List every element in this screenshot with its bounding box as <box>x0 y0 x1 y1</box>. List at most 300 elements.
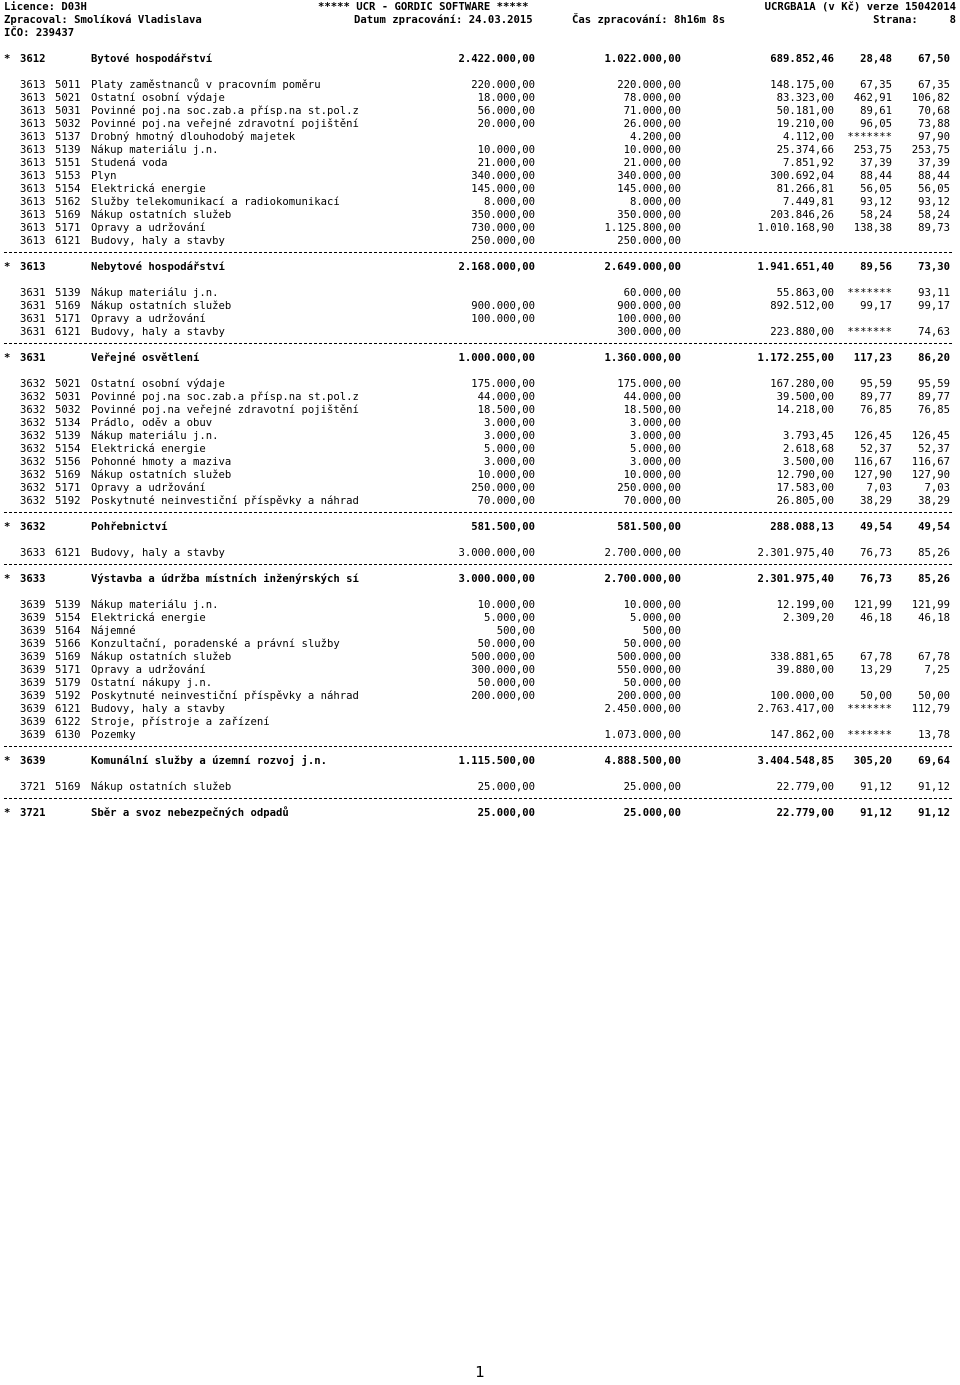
actual-spend: 3.793,45 <box>782 430 834 442</box>
adjusted-budget: 5.000,00 <box>629 443 681 455</box>
percent-approved: 99,17 <box>860 300 892 312</box>
adjusted-budget: 1.360.000,00 <box>604 352 681 364</box>
page-label: Strana: 8 <box>873 14 956 26</box>
percent-approved: 91,12 <box>860 807 892 819</box>
percent-approved: 121,99 <box>853 599 892 611</box>
actual-spend: 25.374,66 <box>776 144 834 156</box>
adjusted-budget: 60.000,00 <box>623 287 681 299</box>
dashed-separator <box>0 340 960 348</box>
approved-budget: 300.000,00 <box>471 664 535 676</box>
adjusted-budget: 25.000,00 <box>623 781 681 793</box>
item-description: Elektrická energie <box>91 183 206 195</box>
percent-adjusted: 126,45 <box>911 430 950 442</box>
percent-approved: 88,44 <box>860 170 892 182</box>
table-row <box>0 118 960 131</box>
paragraf-code: 3631 <box>20 300 46 312</box>
table-row <box>0 144 960 157</box>
actual-spend: 3.500,00 <box>782 456 834 468</box>
approved-budget: 10.000,00 <box>477 469 535 481</box>
item-description: Nákup ostatních služeb <box>91 209 232 221</box>
item-description: Opravy a udržování <box>91 222 206 234</box>
approved-budget: 581.500,00 <box>471 521 535 533</box>
item-code: 5032 <box>55 118 81 130</box>
percent-adjusted: 67,50 <box>918 53 950 65</box>
item-code: 5021 <box>55 92 81 104</box>
item-description: Studená voda <box>91 157 168 169</box>
percent-adjusted: 49,54 <box>918 521 950 533</box>
adjusted-budget: 2.700.000,00 <box>604 573 681 585</box>
section-total-row <box>0 521 960 534</box>
percent-approved: 76,73 <box>860 547 892 559</box>
table-row <box>0 612 960 625</box>
table-row <box>0 157 960 170</box>
percent-adjusted: 70,68 <box>918 105 950 117</box>
item-code: 5179 <box>55 677 81 689</box>
table-row <box>0 313 960 326</box>
paragraf-code: 3639 <box>20 651 46 663</box>
adjusted-budget: 21.000,00 <box>623 157 681 169</box>
approved-budget: 3.000.000,00 <box>458 573 535 585</box>
paragraf-code: 3632 <box>20 378 46 390</box>
item-code: 5151 <box>55 157 81 169</box>
percent-approved: 28,48 <box>860 53 892 65</box>
adjusted-budget: 71.000,00 <box>623 105 681 117</box>
actual-spend: 39.880,00 <box>776 664 834 676</box>
actual-spend: 148.175,00 <box>770 79 834 91</box>
paragraf-code: 3639 <box>20 690 46 702</box>
paragraf-code: 3613 <box>20 131 46 143</box>
table-row <box>0 443 960 456</box>
percent-approved: 7,03 <box>866 482 892 494</box>
adjusted-budget: 50.000,00 <box>623 677 681 689</box>
adjusted-budget: 4.200,00 <box>629 131 681 143</box>
item-description: Pozemky <box>91 729 136 741</box>
actual-spend: 4.112,00 <box>782 131 834 143</box>
approved-budget: 21.000,00 <box>477 157 535 169</box>
adjusted-budget: 1.073.000,00 <box>604 729 681 741</box>
approved-budget: 1.115.500,00 <box>458 755 535 767</box>
actual-spend: 55.863,00 <box>776 287 834 299</box>
total-paragraf: 3612 <box>20 53 46 65</box>
table-row <box>0 209 960 222</box>
adjusted-budget: 4.888.500,00 <box>604 755 681 767</box>
approved-budget: 25.000,00 <box>477 807 535 819</box>
percent-approved: 89,77 <box>860 391 892 403</box>
actual-spend: 1.010.168,90 <box>757 222 834 234</box>
actual-spend: 7.851,92 <box>782 157 834 169</box>
table-row <box>0 92 960 105</box>
item-code: 5169 <box>55 781 81 793</box>
total-paragraf: 3613 <box>20 261 46 273</box>
percent-approved: 38,29 <box>860 495 892 507</box>
table-row <box>0 287 960 300</box>
paragraf-code: 3632 <box>20 482 46 494</box>
item-description: Opravy a udržování <box>91 664 206 676</box>
approved-budget: 8.000,00 <box>483 196 535 208</box>
table-row <box>0 729 960 742</box>
percent-adjusted: 76,85 <box>918 404 950 416</box>
approved-budget: 500.000,00 <box>471 651 535 663</box>
item-description: Povinné poj.na soc.zab.a přísp.na st.pol.z <box>91 105 359 117</box>
item-description: Nákup materiálu j.n. <box>91 144 219 156</box>
adjusted-budget: 145.000,00 <box>617 183 681 195</box>
percent-adjusted: 93,11 <box>918 287 950 299</box>
approved-budget: 2.168.000,00 <box>458 261 535 273</box>
percent-approved: 49,54 <box>860 521 892 533</box>
software-title: ***** UCR - GORDIC SOFTWARE ***** <box>318 1 529 13</box>
table-row <box>0 105 960 118</box>
item-description: Ostatní osobní výdaje <box>91 378 225 390</box>
paragraf-code: 3613 <box>20 183 46 195</box>
total-label: Komunální služby a územní rozvoj j.n. <box>91 755 327 767</box>
item-description: Nákup materiálu j.n. <box>91 287 219 299</box>
approved-budget: 5.000,00 <box>483 443 535 455</box>
paragraf-code: 3721 <box>20 781 46 793</box>
header-line-1 <box>0 1 960 14</box>
total-marker: * <box>4 807 11 819</box>
total-marker: * <box>4 261 11 273</box>
percent-adjusted: 112,79 <box>911 703 950 715</box>
approved-budget: 2.422.000,00 <box>458 53 535 65</box>
item-code: 5032 <box>55 404 81 416</box>
item-code: 5137 <box>55 131 81 143</box>
approved-budget: 350.000,00 <box>471 209 535 221</box>
item-code: 5139 <box>55 144 81 156</box>
paragraf-code: 3632 <box>20 495 46 507</box>
percent-adjusted: 46,18 <box>918 612 950 624</box>
percent-approved: 58,24 <box>860 209 892 221</box>
actual-spend: 147.862,00 <box>770 729 834 741</box>
processed-by: Zpracoval: Smolíková Vladislava <box>4 14 202 26</box>
paragraf-code: 3613 <box>20 196 46 208</box>
percent-approved: ******* <box>847 729 892 741</box>
item-code: 5139 <box>55 287 81 299</box>
actual-spend: 22.779,00 <box>776 781 834 793</box>
percent-adjusted: 89,77 <box>918 391 950 403</box>
adjusted-budget: 10.000,00 <box>623 469 681 481</box>
item-code: 5031 <box>55 105 81 117</box>
paragraf-code: 3639 <box>20 664 46 676</box>
actual-spend: 203.846,26 <box>770 209 834 221</box>
item-code: 5156 <box>55 456 81 468</box>
item-description: Nákup ostatních služeb <box>91 781 232 793</box>
actual-spend: 288.088,13 <box>770 521 834 533</box>
actual-spend: 22.779,00 <box>776 807 834 819</box>
adjusted-budget: 250.000,00 <box>617 482 681 494</box>
item-description: Nákup materiálu j.n. <box>91 599 219 611</box>
item-code: 5154 <box>55 443 81 455</box>
item-description: Nákup ostatních služeb <box>91 651 232 663</box>
item-code: 5162 <box>55 196 81 208</box>
actual-spend: 167.280,00 <box>770 378 834 390</box>
approved-budget: 1.000.000,00 <box>458 352 535 364</box>
paragraf-code: 3613 <box>20 105 46 117</box>
adjusted-budget: 3.000,00 <box>629 417 681 429</box>
actual-spend: 300.692,04 <box>770 170 834 182</box>
adjusted-budget: 550.000,00 <box>617 664 681 676</box>
item-description: Pohonné hmoty a maziva <box>91 456 232 468</box>
percent-approved: 89,61 <box>860 105 892 117</box>
total-marker: * <box>4 521 11 533</box>
total-label: Výstavba a údržba místních inženýrských sí <box>91 573 359 585</box>
actual-spend: 7.449,81 <box>782 196 834 208</box>
paragraf-code: 3613 <box>20 170 46 182</box>
item-description: Konzultační, poradenské a právní služby <box>91 638 340 650</box>
adjusted-budget: 78.000,00 <box>623 92 681 104</box>
percent-adjusted: 50,00 <box>918 690 950 702</box>
section-total-row <box>0 261 960 274</box>
adjusted-budget: 220.000,00 <box>617 79 681 91</box>
total-label: Nebytové hospodářství <box>91 261 225 273</box>
item-code: 5139 <box>55 430 81 442</box>
actual-spend: 2.309,20 <box>782 612 834 624</box>
approved-budget: 500,00 <box>496 625 535 637</box>
adjusted-budget: 900.000,00 <box>617 300 681 312</box>
actual-spend: 338.881,65 <box>770 651 834 663</box>
item-description: Služby telekomunikací a radiokomunikací <box>91 196 340 208</box>
section-total-row <box>0 352 960 365</box>
table-row <box>0 79 960 92</box>
item-code: 5021 <box>55 378 81 390</box>
percent-approved: 89,56 <box>860 261 892 273</box>
total-marker: * <box>4 755 11 767</box>
table-row <box>0 690 960 703</box>
percent-approved: 116,67 <box>853 456 892 468</box>
item-code: 5171 <box>55 222 81 234</box>
percent-adjusted: 88,44 <box>918 170 950 182</box>
item-code: 5011 <box>55 79 81 91</box>
item-description: Elektrická energie <box>91 443 206 455</box>
total-label: Pohřebnictví <box>91 521 168 533</box>
item-code: 5169 <box>55 300 81 312</box>
adjusted-budget: 350.000,00 <box>617 209 681 221</box>
percent-adjusted: 97,90 <box>918 131 950 143</box>
total-marker: * <box>4 573 11 585</box>
approved-budget: 18.000,00 <box>477 92 535 104</box>
percent-approved: 462,91 <box>853 92 892 104</box>
percent-adjusted: 56,05 <box>918 183 950 195</box>
item-description: Platy zaměstnanců v pracovním poměru <box>91 79 321 91</box>
percent-adjusted: 86,20 <box>918 352 950 364</box>
percent-approved: ******* <box>847 131 892 143</box>
percent-adjusted: 58,24 <box>918 209 950 221</box>
actual-spend: 1.941.651,40 <box>757 261 834 273</box>
approved-budget: 70.000,00 <box>477 495 535 507</box>
percent-adjusted: 89,73 <box>918 222 950 234</box>
approved-budget: 220.000,00 <box>471 79 535 91</box>
header-line-2 <box>0 14 960 27</box>
item-description: Elektrická energie <box>91 612 206 624</box>
table-row <box>0 131 960 144</box>
paragraf-code: 3632 <box>20 404 46 416</box>
percent-adjusted: 37,39 <box>918 157 950 169</box>
table-row <box>0 781 960 794</box>
percent-adjusted: 106,82 <box>911 92 950 104</box>
paragraf-code: 3613 <box>20 157 46 169</box>
percent-adjusted: 7,25 <box>924 664 950 676</box>
item-code: 5134 <box>55 417 81 429</box>
paragraf-code: 3613 <box>20 118 46 130</box>
item-description: Budovy, haly a stavby <box>91 235 225 247</box>
item-code: 5031 <box>55 391 81 403</box>
table-row <box>0 378 960 391</box>
item-code: 5192 <box>55 690 81 702</box>
percent-adjusted: 91,12 <box>918 807 950 819</box>
total-paragraf: 3631 <box>20 352 46 364</box>
item-code: 5169 <box>55 469 81 481</box>
table-row <box>0 469 960 482</box>
total-marker: * <box>4 53 11 65</box>
approved-budget: 900.000,00 <box>471 300 535 312</box>
table-row <box>0 495 960 508</box>
approved-budget: 200.000,00 <box>471 690 535 702</box>
table-row <box>0 677 960 690</box>
item-code: 5139 <box>55 599 81 611</box>
percent-approved: 67,78 <box>860 651 892 663</box>
approved-budget: 18.500,00 <box>477 404 535 416</box>
actual-spend: 14.218,00 <box>776 404 834 416</box>
total-marker: * <box>4 352 11 364</box>
actual-spend: 83.323,00 <box>776 92 834 104</box>
percent-adjusted: 73,88 <box>918 118 950 130</box>
paragraf-code: 3639 <box>20 677 46 689</box>
approved-budget: 10.000,00 <box>477 599 535 611</box>
percent-adjusted: 7,03 <box>924 482 950 494</box>
approved-budget: 250.000,00 <box>471 235 535 247</box>
actual-spend: 2.301.975,40 <box>757 573 834 585</box>
percent-approved: 91,12 <box>860 781 892 793</box>
approved-budget: 250.000,00 <box>471 482 535 494</box>
item-description: Ostatní nákupy j.n. <box>91 677 213 689</box>
item-code: 5154 <box>55 183 81 195</box>
item-code: 5154 <box>55 612 81 624</box>
approved-budget: 56.000,00 <box>477 105 535 117</box>
section-total-row <box>0 755 960 768</box>
percent-approved: 50,00 <box>860 690 892 702</box>
percent-adjusted: 85,26 <box>918 547 950 559</box>
actual-spend: 81.266,81 <box>776 183 834 195</box>
paragraf-code: 3613 <box>20 79 46 91</box>
adjusted-budget: 26.000,00 <box>623 118 681 130</box>
item-code: 5169 <box>55 651 81 663</box>
percent-adjusted: 73,30 <box>918 261 950 273</box>
paragraf-code: 3632 <box>20 417 46 429</box>
adjusted-budget: 581.500,00 <box>617 521 681 533</box>
percent-approved: 13,29 <box>860 664 892 676</box>
item-code: 5192 <box>55 495 81 507</box>
percent-adjusted: 93,12 <box>918 196 950 208</box>
dashed-separator <box>0 509 960 517</box>
percent-approved: ******* <box>847 326 892 338</box>
company-id: IČO: 239437 <box>4 27 75 39</box>
adjusted-budget: 2.649.000,00 <box>604 261 681 273</box>
processing-date: Datum zpracování: 24.03.2015 <box>354 14 533 26</box>
approved-budget: 145.000,00 <box>471 183 535 195</box>
approved-budget: 5.000,00 <box>483 612 535 624</box>
percent-approved: 52,37 <box>860 443 892 455</box>
table-row <box>0 664 960 677</box>
percent-approved: 126,45 <box>853 430 892 442</box>
table-row <box>0 391 960 404</box>
paragraf-code: 3639 <box>20 599 46 611</box>
percent-approved: 76,73 <box>860 573 892 585</box>
adjusted-budget: 10.000,00 <box>623 599 681 611</box>
adjusted-budget: 3.000,00 <box>629 456 681 468</box>
paragraf-code: 3613 <box>20 209 46 221</box>
paragraf-code: 3632 <box>20 456 46 468</box>
actual-spend: 39.500,00 <box>776 391 834 403</box>
adjusted-budget: 5.000,00 <box>629 612 681 624</box>
actual-spend: 1.172.255,00 <box>757 352 834 364</box>
actual-spend: 26.805,00 <box>776 495 834 507</box>
report-version: UCRGBA1A (v Kč) verze 15042014 <box>764 1 956 13</box>
adjusted-budget: 50.000,00 <box>623 638 681 650</box>
item-code: 6121 <box>55 235 81 247</box>
percent-approved: 56,05 <box>860 183 892 195</box>
percent-approved: 305,20 <box>853 755 892 767</box>
table-row <box>0 326 960 339</box>
item-code: 5171 <box>55 313 81 325</box>
item-description: Stroje, přístroje a zařízení <box>91 716 270 728</box>
item-description: Povinné poj.na veřejné zdravotní pojištění <box>91 118 359 130</box>
percent-adjusted: 95,59 <box>918 378 950 390</box>
percent-approved: 253,75 <box>853 144 892 156</box>
paragraf-code: 3639 <box>20 703 46 715</box>
percent-approved: ******* <box>847 287 892 299</box>
item-code: 5164 <box>55 625 81 637</box>
actual-spend: 892.512,00 <box>770 300 834 312</box>
item-code: 5153 <box>55 170 81 182</box>
item-description: Nákup ostatních služeb <box>91 469 232 481</box>
adjusted-budget: 500,00 <box>642 625 681 637</box>
percent-adjusted: 116,67 <box>911 456 950 468</box>
report-body <box>0 53 960 820</box>
item-description: Nákup ostatních služeb <box>91 300 232 312</box>
adjusted-budget: 18.500,00 <box>623 404 681 416</box>
item-description: Nákup materiálu j.n. <box>91 430 219 442</box>
item-description: Poskytnuté neinvestiční příspěvky a náhrad <box>91 495 359 507</box>
paragraf-code: 3632 <box>20 391 46 403</box>
item-description: Drobný hmotný dlouhodobý majetek <box>91 131 296 143</box>
percent-approved: 37,39 <box>860 157 892 169</box>
adjusted-budget: 70.000,00 <box>623 495 681 507</box>
adjusted-budget: 1.125.800,00 <box>604 222 681 234</box>
paragraf-code: 3639 <box>20 612 46 624</box>
total-paragraf: 3633 <box>20 573 46 585</box>
table-row <box>0 625 960 638</box>
percent-approved: 95,59 <box>860 378 892 390</box>
adjusted-budget: 100.000,00 <box>617 313 681 325</box>
approved-budget: 3.000,00 <box>483 456 535 468</box>
actual-spend: 2.301.975,40 <box>757 547 834 559</box>
adjusted-budget: 3.000,00 <box>629 430 681 442</box>
dashed-separator <box>0 795 960 803</box>
adjusted-budget: 300.000,00 <box>617 326 681 338</box>
item-description: Plyn <box>91 170 117 182</box>
adjusted-budget: 25.000,00 <box>623 807 681 819</box>
dashed-separator <box>0 561 960 569</box>
table-row <box>0 547 960 560</box>
item-code: 5171 <box>55 482 81 494</box>
actual-spend: 100.000,00 <box>770 690 834 702</box>
percent-adjusted: 52,37 <box>918 443 950 455</box>
percent-approved: 93,12 <box>860 196 892 208</box>
approved-budget: 50.000,00 <box>477 677 535 689</box>
table-row <box>0 638 960 651</box>
percent-approved: 138,38 <box>853 222 892 234</box>
item-description: Nájemné <box>91 625 136 637</box>
percent-adjusted: 74,63 <box>918 326 950 338</box>
